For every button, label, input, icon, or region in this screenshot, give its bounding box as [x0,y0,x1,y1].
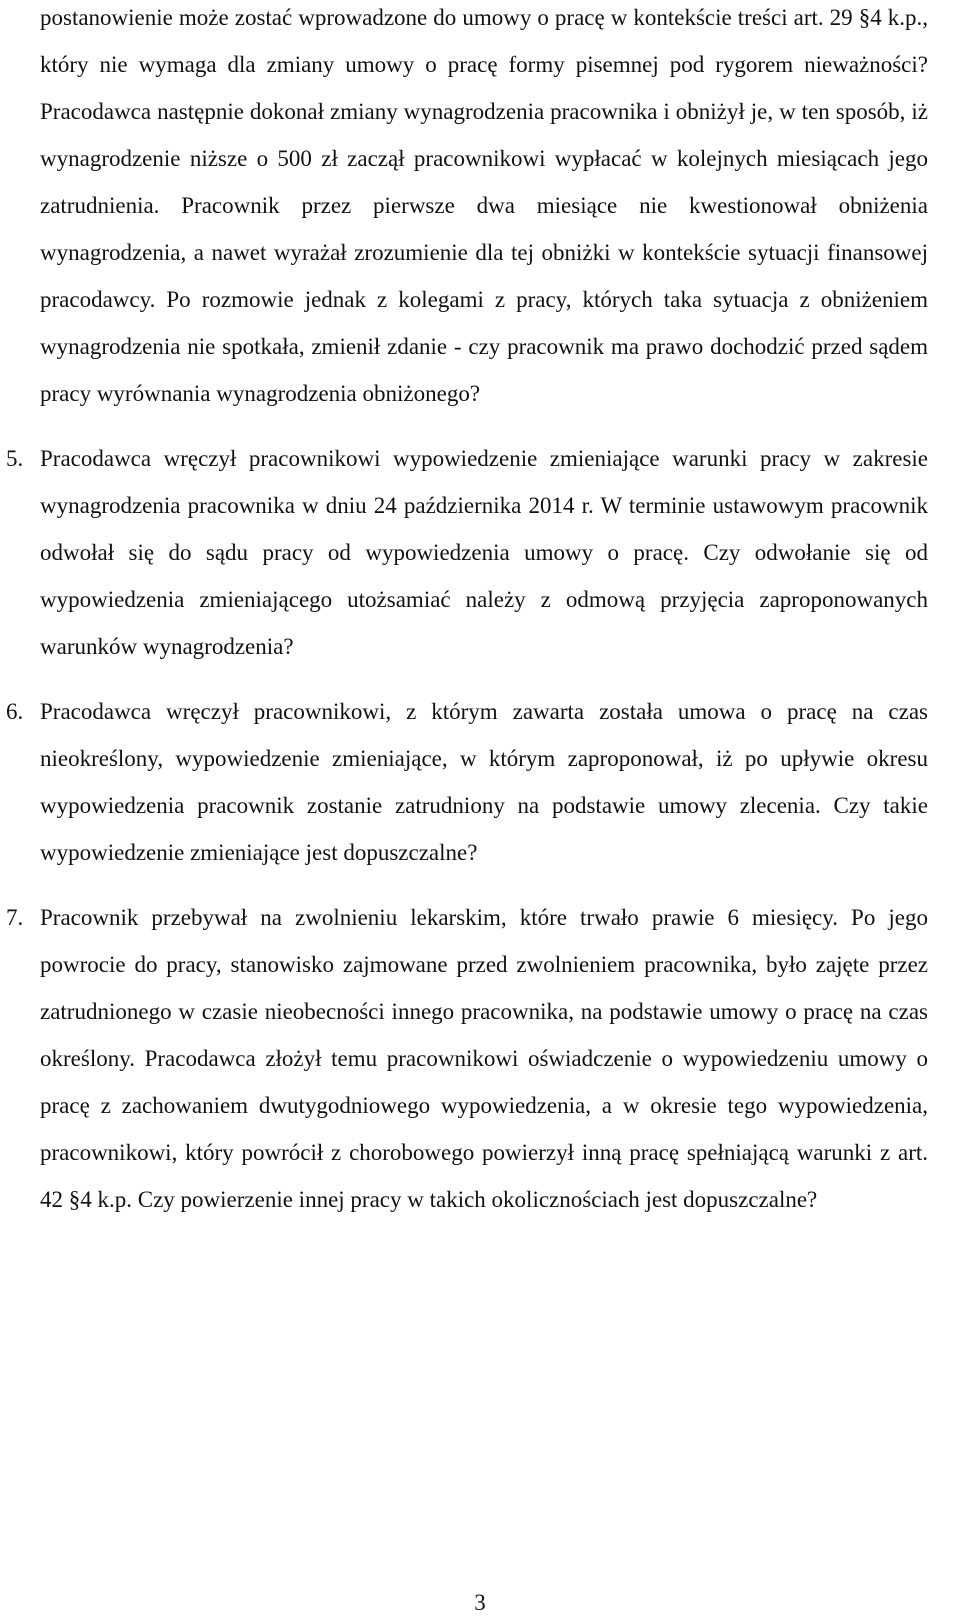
item-number: 5. [6,446,24,471]
list-item-7 [6,894,928,1223]
page-number: 3 [474,1590,486,1615]
item-number: 7. [6,905,24,930]
intro-paragraph: postanowienie może zostać wprowadzone do umowy o pracę w kontekście treści art. 29 §4 k.p., który nie wymaga dla zmiany umowy o pracę formy pisemnej pod rygorem nieważności? Pracodawca następnie dokonał zmiany wynagrodzenia pracownika i obniżył je, w ten sposób, iż wynagrodzenie niższe o 500 zł zaczął pracownikowi wypłacać w kolejnych miesiącach jego zatrudnienia. Pracownik przez pierwsze dwa miesiące nie kwestionował obniżenia wynagrodzenia, a nawet wyrażał zrozumienie dla tej obniżki w kontekście sytuacji finansowej pracodawcy. Po rozmowie jednak z kolegami z pracy, których taka sytuacja z obniżeniem wynagrodzenia nie spotkała, zmienił zdanie - czy pracownik ma prawo dochodzić przed sądem pracy wyrównania wynagrodzenia obniżonego? [40,5,928,406]
item-text: Pracodawca wręczył pracownikowi, z którym zawarta została umowa o pracę na czas nieokreślony, wypowiedzenie zmieniające, w którym zaproponował, iż po upływie okresu wypowiedzenia pracownik zostanie zatrudniony na podstawie umowy zlecenia. Czy takie wypowiedzenie zmieniające jest dopuszczalne? [40,699,928,865]
document-body [6,0,928,1223]
list-item-5 [6,435,928,670]
item-text: Pracownik przebywał na zwolnieniu lekarskim, które trwało prawie 6 miesięcy. Po jego powrocie do pracy, stanowisko zajmowane przed zwolnieniem pracownika, było zajęte przez zatrudnionego w czasie nieobecności innego pracownika, na podstawie umowy o pracę na czas określony. Pracodawca złożył temu pracownikowi oświadczenie o wypowiedzeniu umowy o pracę z zachowaniem dwutygodniowego wypowiedzenia, a w okresie tego wypowiedzenia, pracownikowi, który powrócił z chorobowego powierzył inną pracę spełniającą warunki z art. 42 §4 k.p. Czy powierzenie innej pracy w takich okolicznościach jest dopuszczalne? [40,905,928,1212]
list-item-6 [6,688,928,876]
item-text: Pracodawca wręczył pracownikowi wypowiedzenie zmieniające warunki pracy w zakresie wynagrodzenia pracownika w dniu 24 października 2014 r. W terminie ustawowym pracownik odwołał się do sądu pracy od wypowiedzenia umowy o pracę. Czy odwołanie się od wypowiedzenia zmieniającego utożsamiać należy z odmową przyjęcia zaproponowanych warunków wynagrodzenia? [40,446,928,659]
item-number: 6. [6,699,24,724]
